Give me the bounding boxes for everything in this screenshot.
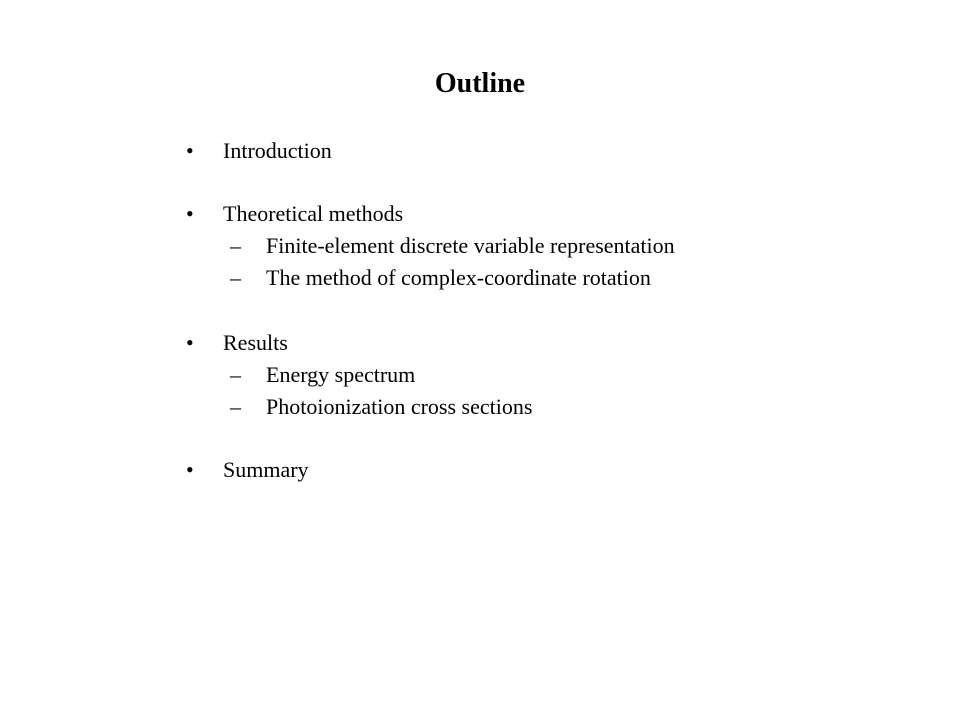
bullet-icon: • — [186, 330, 194, 355]
dash-icon: – — [230, 233, 241, 258]
list-item-label: Theoretical methods — [223, 201, 404, 226]
list-item-label: Results — [223, 330, 288, 355]
dash-icon: – — [230, 265, 241, 290]
dash-icon: – — [230, 362, 241, 387]
list-item-label: Introduction — [223, 138, 332, 163]
bullet-icon: • — [186, 457, 194, 482]
list-item-label: Summary — [223, 457, 309, 482]
sub-item-label: Finite-element discrete variable representation — [266, 233, 675, 258]
sub-item-label: The method of complex-coordinate rotation — [266, 265, 651, 290]
sub-item-label: Energy spectrum — [266, 362, 416, 387]
dash-icon: – — [230, 394, 241, 419]
slide-title: Outline — [434, 68, 526, 99]
sub-item-label: Photoionization cross sections — [266, 394, 533, 419]
bullet-icon: • — [186, 138, 194, 163]
bullet-icon: • — [186, 201, 194, 226]
